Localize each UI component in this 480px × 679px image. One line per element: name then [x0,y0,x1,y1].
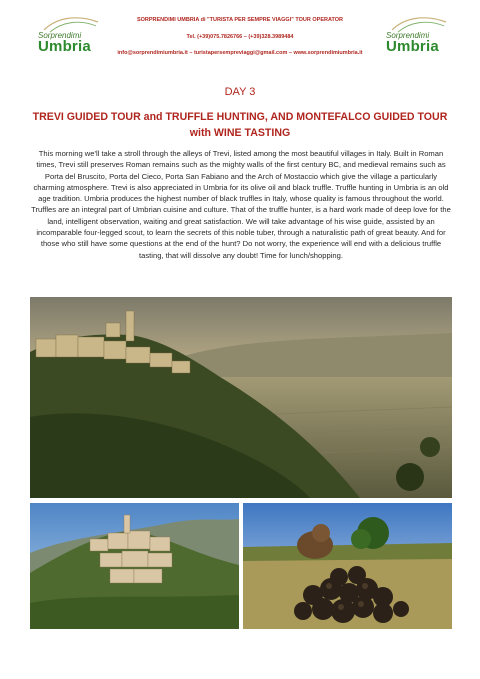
company-name: SORPRENDIMI UMBRIA di "TURISTA PER SEMPRE VIAGGI" TOUR OPERATOR [136,17,344,23]
day-heading: DAY 3 [224,86,256,98]
logo-big-text: Umbria [38,38,91,55]
trevi-panorama-photo [30,297,452,498]
phone-numbers: Tel. (+39)075.7826766 – (+39)328.3989484 [186,34,294,40]
logo-small-text: Sorprendimi [38,31,82,40]
logo-big-text: Umbria [386,38,439,55]
logo-small-text: Sorprendimi [386,31,430,40]
tour-description: This morning we'll take a stroll through the alleys of Trevi, listed among the most beautiful villages in Italy. Built in Roman times, Trevi still preserves Roman remains such as the mighty walls of the first century BC, and medieval remains such as Porta del Bruscito, Porta del Cieco, Porta San Fabiano and the Arch of Mostaccio which give the village a particularly charming atmosphere. Trevi is also appreciated in Umbria for its olive oil and black truffle. Truffle hunting in Umbria is an old age tradition. Umbria produces the highest number of black truffles in Italy, whose quality is famous throughout the world. Truffles are an integral part of Umbrian cuisine and culture. That of the truffle hunter, is a hard work made of deep love for the land, intelligent observation, waiting and great satisfaction. We will take advantage of his wise guide, assisted by an incomparable four-legged scout, to learn the secrets of this noble tuber, through a naturalistic path of great beauty. And for those who still have some questions at the end of the hunt? Do not worry, the experience will end with a delicious truffle tasting, that will dissolve any doubt! Time for lunch/shopping. [31,149,451,260]
logo-left [36,14,102,54]
tour-title: TREVI GUIDED TOUR and TRUFFLE HUNTING, AND MONTEFALCO GUIDED TOUR with WINE TASTING [32,111,448,139]
trevi-hilltown-photo [30,503,239,629]
logo-right [384,14,450,54]
truffle-hunting-photo [243,503,452,629]
contact-line: info@sorprendimiumbria.it – turistapersempreviaggi@gmail.com – www.sorprendimiumbria.it [117,50,363,56]
